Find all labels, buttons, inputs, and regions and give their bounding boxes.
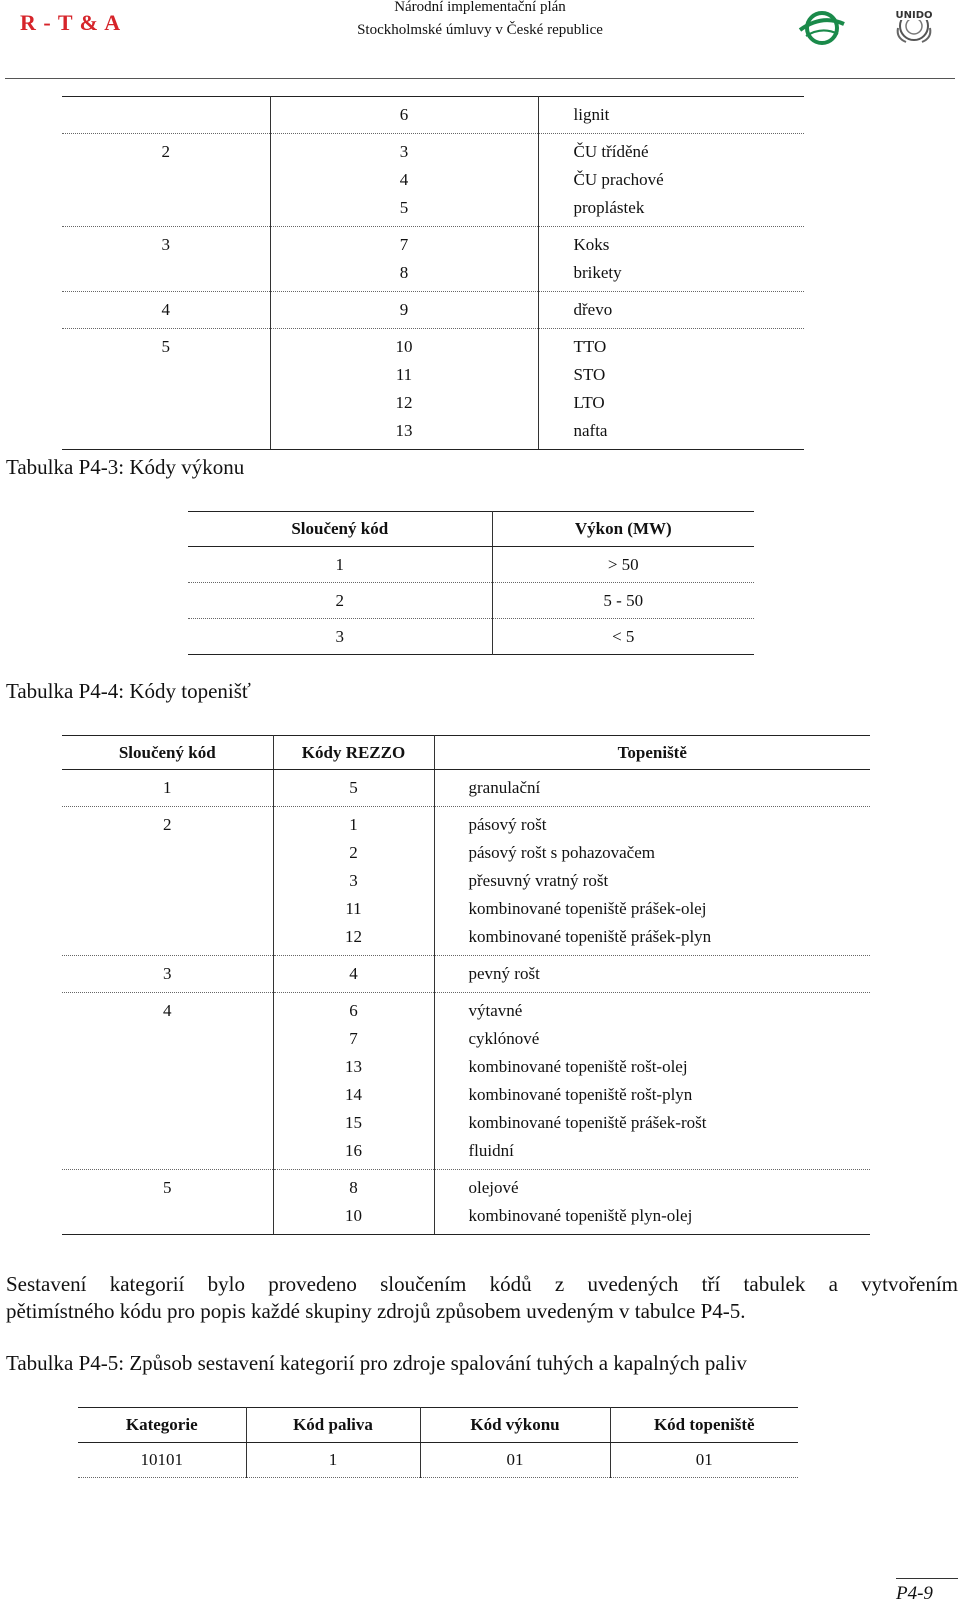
cell-line: 10 bbox=[345, 1206, 362, 1225]
svg-text:UNIDO: UNIDO bbox=[895, 10, 933, 21]
power-codes-table bbox=[188, 511, 754, 655]
cell-text: 3 bbox=[163, 964, 172, 983]
table-cell bbox=[434, 956, 870, 993]
cell-line: lignit bbox=[573, 105, 610, 124]
company-logo: R - T & A bbox=[20, 10, 122, 35]
header-divider bbox=[5, 78, 955, 79]
table-row-group bbox=[62, 993, 870, 1170]
cell-line: 8 bbox=[349, 1178, 358, 1197]
cell-line: Koks bbox=[573, 235, 610, 254]
cell-line: 7 bbox=[399, 235, 409, 254]
table-cell bbox=[62, 956, 273, 993]
cell-line: ČU tříděné bbox=[573, 142, 649, 161]
cell-line: 7 bbox=[349, 1029, 358, 1048]
cell-line: pásový rošt bbox=[468, 815, 547, 834]
unido-logo-icon bbox=[892, 4, 936, 44]
cell-text: 2 bbox=[163, 815, 172, 834]
cell-line: 15 bbox=[345, 1113, 362, 1132]
column-header: Topeniště bbox=[434, 736, 870, 770]
table-row-group bbox=[62, 134, 804, 227]
cell-line: 6 bbox=[349, 1001, 358, 1020]
table-row-group bbox=[62, 807, 870, 956]
table-cell bbox=[270, 227, 538, 292]
paragraph-line: pětimístného kódu pro popis každé skupiny zdrojů způsobem uvedeným v tabulce P4-5. bbox=[6, 1299, 746, 1323]
table-row-group bbox=[62, 227, 804, 292]
table-cell bbox=[273, 956, 434, 993]
table-cell: 5 - 50 bbox=[492, 583, 754, 619]
table-cell bbox=[273, 993, 434, 1170]
table-cell bbox=[434, 993, 870, 1170]
table-cell bbox=[538, 227, 804, 292]
table-cell: 01 bbox=[610, 1443, 798, 1478]
cell-line: 4 bbox=[399, 170, 409, 189]
cell-line: 14 bbox=[345, 1085, 362, 1104]
table-cell: 10101 bbox=[78, 1443, 246, 1478]
cell-line: kombinované topeniště prášek-plyn bbox=[468, 927, 712, 946]
table-cell bbox=[273, 1170, 434, 1235]
cell-line: kombinované topeniště prášek-rošt bbox=[468, 1113, 707, 1132]
table-cell bbox=[62, 134, 270, 227]
body-paragraph bbox=[6, 1271, 958, 1325]
cell-line: kombinované topeniště plyn-olej bbox=[468, 1206, 693, 1225]
page-number: P4-9 bbox=[896, 1583, 933, 1604]
cell-line: brikety bbox=[573, 263, 622, 282]
table-cell: 1 bbox=[188, 547, 492, 583]
cell-line: pásový rošt s pohazovačem bbox=[468, 843, 655, 862]
table-cell bbox=[273, 807, 434, 956]
cell-line: olejové bbox=[468, 1178, 519, 1197]
table-cell bbox=[62, 1170, 273, 1235]
header-title: Národní implementační plán bbox=[394, 0, 566, 15]
cell-text: 2 bbox=[161, 142, 170, 161]
cell-text: 4 bbox=[161, 300, 170, 319]
table-cell bbox=[434, 807, 870, 956]
table-cell: 3 bbox=[188, 619, 492, 655]
table-cell bbox=[538, 97, 804, 134]
table-cell: 2 bbox=[188, 583, 492, 619]
table-row-group bbox=[62, 292, 804, 329]
cell-line: 10 bbox=[395, 337, 413, 356]
fuel-codes-table bbox=[62, 96, 804, 450]
cell-line: 4 bbox=[349, 964, 358, 983]
table-cell bbox=[538, 134, 804, 227]
table-cell bbox=[270, 97, 538, 134]
cell-line: granulační bbox=[468, 778, 541, 797]
cell-line: STO bbox=[573, 365, 606, 384]
cell-text: 1 bbox=[163, 778, 172, 797]
cell-line: 11 bbox=[395, 365, 413, 384]
cell-line: 8 bbox=[399, 263, 409, 282]
cell-text: 3 bbox=[161, 235, 170, 254]
cell-line: fluidní bbox=[468, 1141, 514, 1160]
cell-line: kombinované topeniště prášek-olej bbox=[468, 899, 707, 918]
cell-line: 13 bbox=[395, 421, 413, 440]
table-cell: < 5 bbox=[612, 627, 635, 646]
cell-line: 5 bbox=[349, 778, 358, 797]
table-row-group bbox=[62, 97, 804, 134]
header-subtitle: Stockholmské úmluvy v České republice bbox=[357, 22, 603, 38]
cell-line: výtavné bbox=[468, 1001, 523, 1020]
cell-line: TTO bbox=[573, 337, 607, 356]
column-header: Kód paliva bbox=[246, 1408, 420, 1443]
table-cell bbox=[273, 770, 434, 807]
table-cell bbox=[270, 329, 538, 450]
column-header: Kategorie bbox=[78, 1408, 246, 1443]
table-cell bbox=[62, 807, 273, 956]
table-cell bbox=[538, 292, 804, 329]
cell-line: pevný rošt bbox=[468, 964, 540, 983]
globe-logo-icon bbox=[798, 6, 846, 50]
cell-text: 4 bbox=[163, 1001, 172, 1020]
footer-divider bbox=[896, 1578, 958, 1579]
table-cell: 1 bbox=[246, 1443, 420, 1478]
cell-line: 6 bbox=[399, 105, 409, 124]
cell-line: 9 bbox=[399, 300, 409, 319]
table-cell bbox=[270, 292, 538, 329]
cell-line: 2 bbox=[349, 843, 358, 862]
category-composition-table bbox=[78, 1407, 798, 1478]
table-cell bbox=[538, 329, 804, 450]
cell-line: přesuvný vratný rošt bbox=[468, 871, 609, 890]
cell-text: 5 bbox=[163, 1178, 172, 1197]
table-cell bbox=[62, 97, 270, 134]
column-header: Kód výkonu bbox=[420, 1408, 610, 1443]
table-caption-p4-3: Tabulka P4-3: Kódy výkonu bbox=[6, 455, 245, 479]
cell-line: nafta bbox=[573, 421, 608, 440]
cell-line: cyklónové bbox=[468, 1029, 540, 1048]
cell-line: 16 bbox=[345, 1141, 362, 1160]
column-header: Kódy REZZO bbox=[273, 736, 434, 770]
table-cell bbox=[270, 134, 538, 227]
cell-line: 1 bbox=[349, 815, 358, 834]
table-cell bbox=[434, 1170, 870, 1235]
table-cell bbox=[62, 770, 273, 807]
cell-text: 5 bbox=[161, 337, 170, 356]
cell-line: 3 bbox=[349, 871, 358, 890]
cell-line: 12 bbox=[395, 393, 413, 412]
table-cell bbox=[62, 292, 270, 329]
cell-line: kombinované topeniště rošt-plyn bbox=[468, 1085, 693, 1104]
table-cell bbox=[62, 227, 270, 292]
column-header: Kód topeniště bbox=[610, 1408, 798, 1443]
table-caption-p4-5: Tabulka P4-5: Způsob sestavení kategorií pro zdroje spalování tuhých a kapalných paliv bbox=[6, 1351, 747, 1375]
cell-line: 3 bbox=[399, 142, 409, 161]
cell-line: LTO bbox=[573, 393, 605, 412]
table-row-group bbox=[62, 770, 870, 807]
table-cell: > 50 bbox=[492, 547, 754, 583]
column-header: Výkon (MW) bbox=[492, 512, 754, 547]
table-cell: 01 bbox=[420, 1443, 610, 1478]
paragraph-line: Sestavení kategorií bylo provedeno sloučením kódů z uvedených tří tabulek a vytvořením bbox=[6, 1272, 958, 1296]
table-row-group bbox=[62, 1170, 870, 1235]
cell-line: 11 bbox=[345, 899, 362, 918]
cell-line: ČU prachové bbox=[573, 170, 664, 189]
table-cell bbox=[62, 993, 273, 1170]
table-cell bbox=[62, 329, 270, 450]
column-header: Sloučený kód bbox=[62, 736, 273, 770]
table-cell bbox=[434, 770, 870, 807]
table-caption-p4-4: Tabulka P4-4: Kódy topenišť bbox=[6, 679, 251, 703]
cell-line: 13 bbox=[345, 1057, 362, 1076]
cell-line: proplástek bbox=[573, 198, 645, 217]
cell-line: kombinované topeniště rošt-olej bbox=[468, 1057, 688, 1076]
cell-line: 5 bbox=[399, 198, 409, 217]
table-row-group bbox=[62, 329, 804, 450]
furnace-codes-table bbox=[62, 735, 870, 1235]
cell-line: 12 bbox=[345, 927, 362, 946]
column-header: Sloučený kód bbox=[188, 512, 492, 547]
cell-line: dřevo bbox=[573, 300, 613, 319]
table-row-group bbox=[62, 956, 870, 993]
